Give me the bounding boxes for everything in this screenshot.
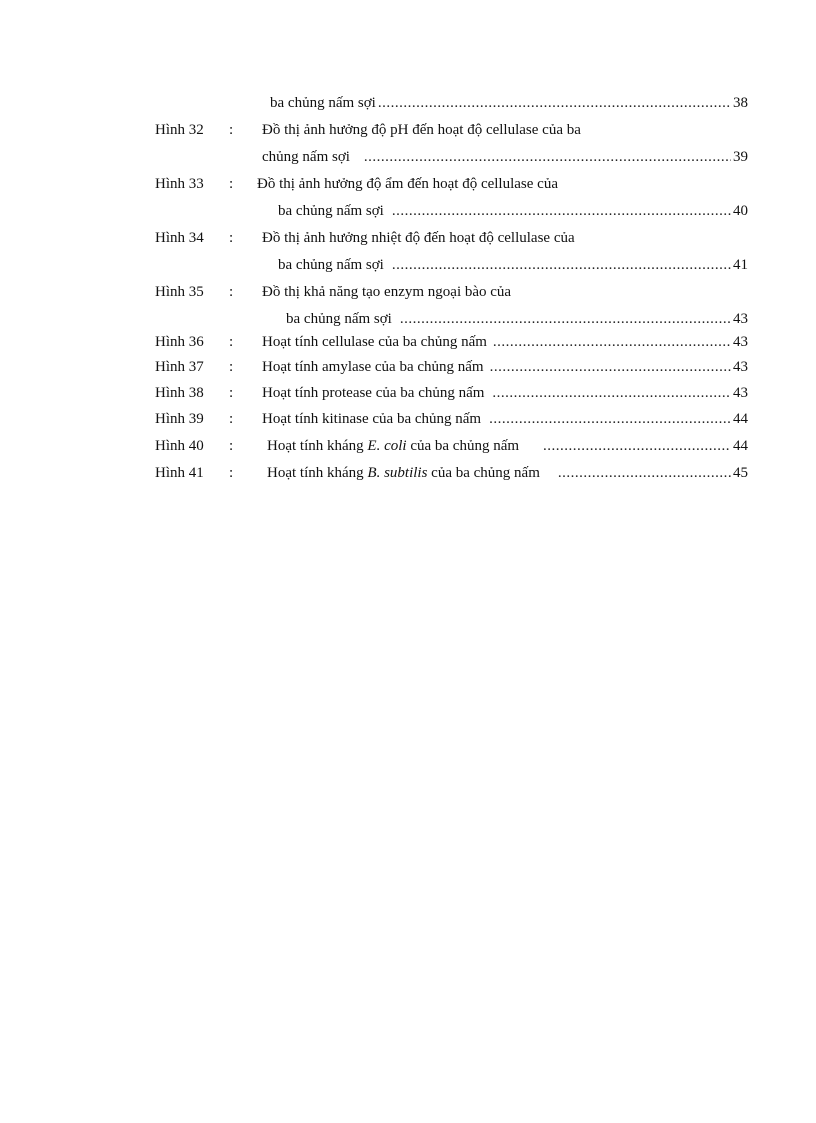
- toc-leader-line: [270, 92, 748, 114]
- toc-entry: [0, 92, 816, 114]
- species-name: B. subtilis: [367, 465, 428, 481]
- toc-entry: [0, 435, 816, 457]
- colon: :: [229, 411, 234, 427]
- toc-leader-line: [262, 382, 748, 404]
- dot-leader: [400, 308, 731, 330]
- entry-text: ba chủng nấm sợi: [278, 203, 384, 219]
- colon: :: [229, 385, 234, 401]
- entry-text: Hoạt tính protease của ba chủng nấm: [262, 385, 485, 401]
- colon: :: [229, 176, 234, 192]
- page-number: 38: [733, 95, 748, 111]
- entry-text: ba chủng nấm sợi: [278, 257, 384, 273]
- dot-leader: [364, 146, 731, 168]
- species-name: E. coli: [367, 438, 407, 454]
- entry-text: chủng nấm sợi: [262, 149, 350, 165]
- colon: :: [229, 359, 234, 375]
- toc-entry: [0, 382, 816, 404]
- figure-label: Hình 38: [155, 385, 204, 401]
- toc-leader-line: [262, 331, 748, 353]
- toc-leader-line: [267, 462, 748, 484]
- page-number: 41: [733, 257, 748, 273]
- dot-leader: [543, 435, 731, 457]
- page-number: 43: [733, 311, 748, 327]
- dot-leader: [489, 408, 731, 430]
- dot-leader: [492, 382, 731, 404]
- entry-text: Đồ thị khả năng tạo enzym ngoại bào của: [262, 284, 512, 300]
- figure-label: Hình 35: [155, 284, 204, 300]
- colon: :: [229, 284, 234, 300]
- page-number: 43: [733, 359, 748, 375]
- colon: :: [229, 465, 234, 481]
- entry-text: Đồ thị ảnh hưởng độ ẩm đến hoạt độ cellulase của: [257, 176, 558, 192]
- toc-entry-continuation: [0, 308, 816, 330]
- figure-label: Hình 36: [155, 334, 204, 350]
- page-number: 44: [733, 411, 748, 427]
- toc-entry-continuation: [0, 146, 816, 168]
- figure-label: Hình 40: [155, 438, 204, 454]
- dot-leader: [392, 200, 731, 222]
- dot-leader: [378, 92, 731, 114]
- dot-leader: [493, 331, 731, 353]
- figure-label: Hình 33: [155, 176, 204, 192]
- toc-entry: [0, 281, 816, 303]
- entry-text: [267, 435, 543, 457]
- toc-leader-line: [267, 435, 748, 457]
- toc-entry: [0, 227, 816, 249]
- entry-text: Hoạt tính cellulase của ba chủng nấm: [262, 334, 487, 350]
- entry-text: Đồ thị ảnh hưởng độ pH đến hoạt độ cellulase của ba: [262, 122, 581, 138]
- toc-leader-line: [262, 356, 748, 378]
- figure-label: Hình 41: [155, 465, 204, 481]
- toc-entry: [0, 173, 816, 195]
- entry-text-suffix: của ba chủng nấm: [406, 438, 520, 454]
- toc-entry: [0, 462, 816, 484]
- entry-text: Đồ thị ảnh hưởng nhiệt độ đến hoạt độ cellulase của: [262, 230, 575, 246]
- page-number: 43: [733, 385, 748, 401]
- page-number: 39: [733, 149, 748, 165]
- toc-entry-continuation: [0, 200, 816, 222]
- dot-leader: [490, 356, 731, 378]
- toc-leader-line: [262, 408, 748, 430]
- figure-label: Hình 37: [155, 359, 204, 375]
- toc-entry: [0, 119, 816, 141]
- entry-text: ba chủng nấm sợi: [270, 95, 376, 111]
- toc-entry: [0, 331, 816, 353]
- colon: :: [229, 334, 234, 350]
- toc-entry: [0, 408, 816, 430]
- entry-text: [267, 462, 558, 484]
- dot-leader: [558, 462, 731, 484]
- toc-leader-line: [262, 146, 748, 168]
- entry-text-prefix: Hoạt tính kháng: [267, 438, 368, 454]
- entry-text: ba chủng nấm sợi: [286, 311, 392, 327]
- toc-leader-line: [278, 200, 748, 222]
- page-number: 44: [733, 438, 748, 454]
- figure-label: Hình 34: [155, 230, 204, 246]
- toc-entry-continuation: [0, 254, 816, 276]
- figure-label: Hình 32: [155, 122, 204, 138]
- page-number: 45: [733, 465, 748, 481]
- toc-entry: [0, 356, 816, 378]
- page-number: 43: [733, 334, 748, 350]
- colon: :: [229, 438, 234, 454]
- page-number: 40: [733, 203, 748, 219]
- dot-leader: [392, 254, 731, 276]
- figure-label: Hình 39: [155, 411, 204, 427]
- colon: :: [229, 122, 234, 138]
- entry-text: Hoạt tính kitinase của ba chủng nấm: [262, 411, 482, 427]
- entry-text-suffix: của ba chủng nấm: [427, 465, 540, 481]
- entry-text: Hoạt tính amylase của ba chủng nấm: [262, 359, 484, 375]
- toc-leader-line: [278, 254, 748, 276]
- toc-leader-line: [286, 308, 748, 330]
- colon: :: [229, 230, 234, 246]
- entry-text-prefix: Hoạt tính kháng: [267, 465, 368, 481]
